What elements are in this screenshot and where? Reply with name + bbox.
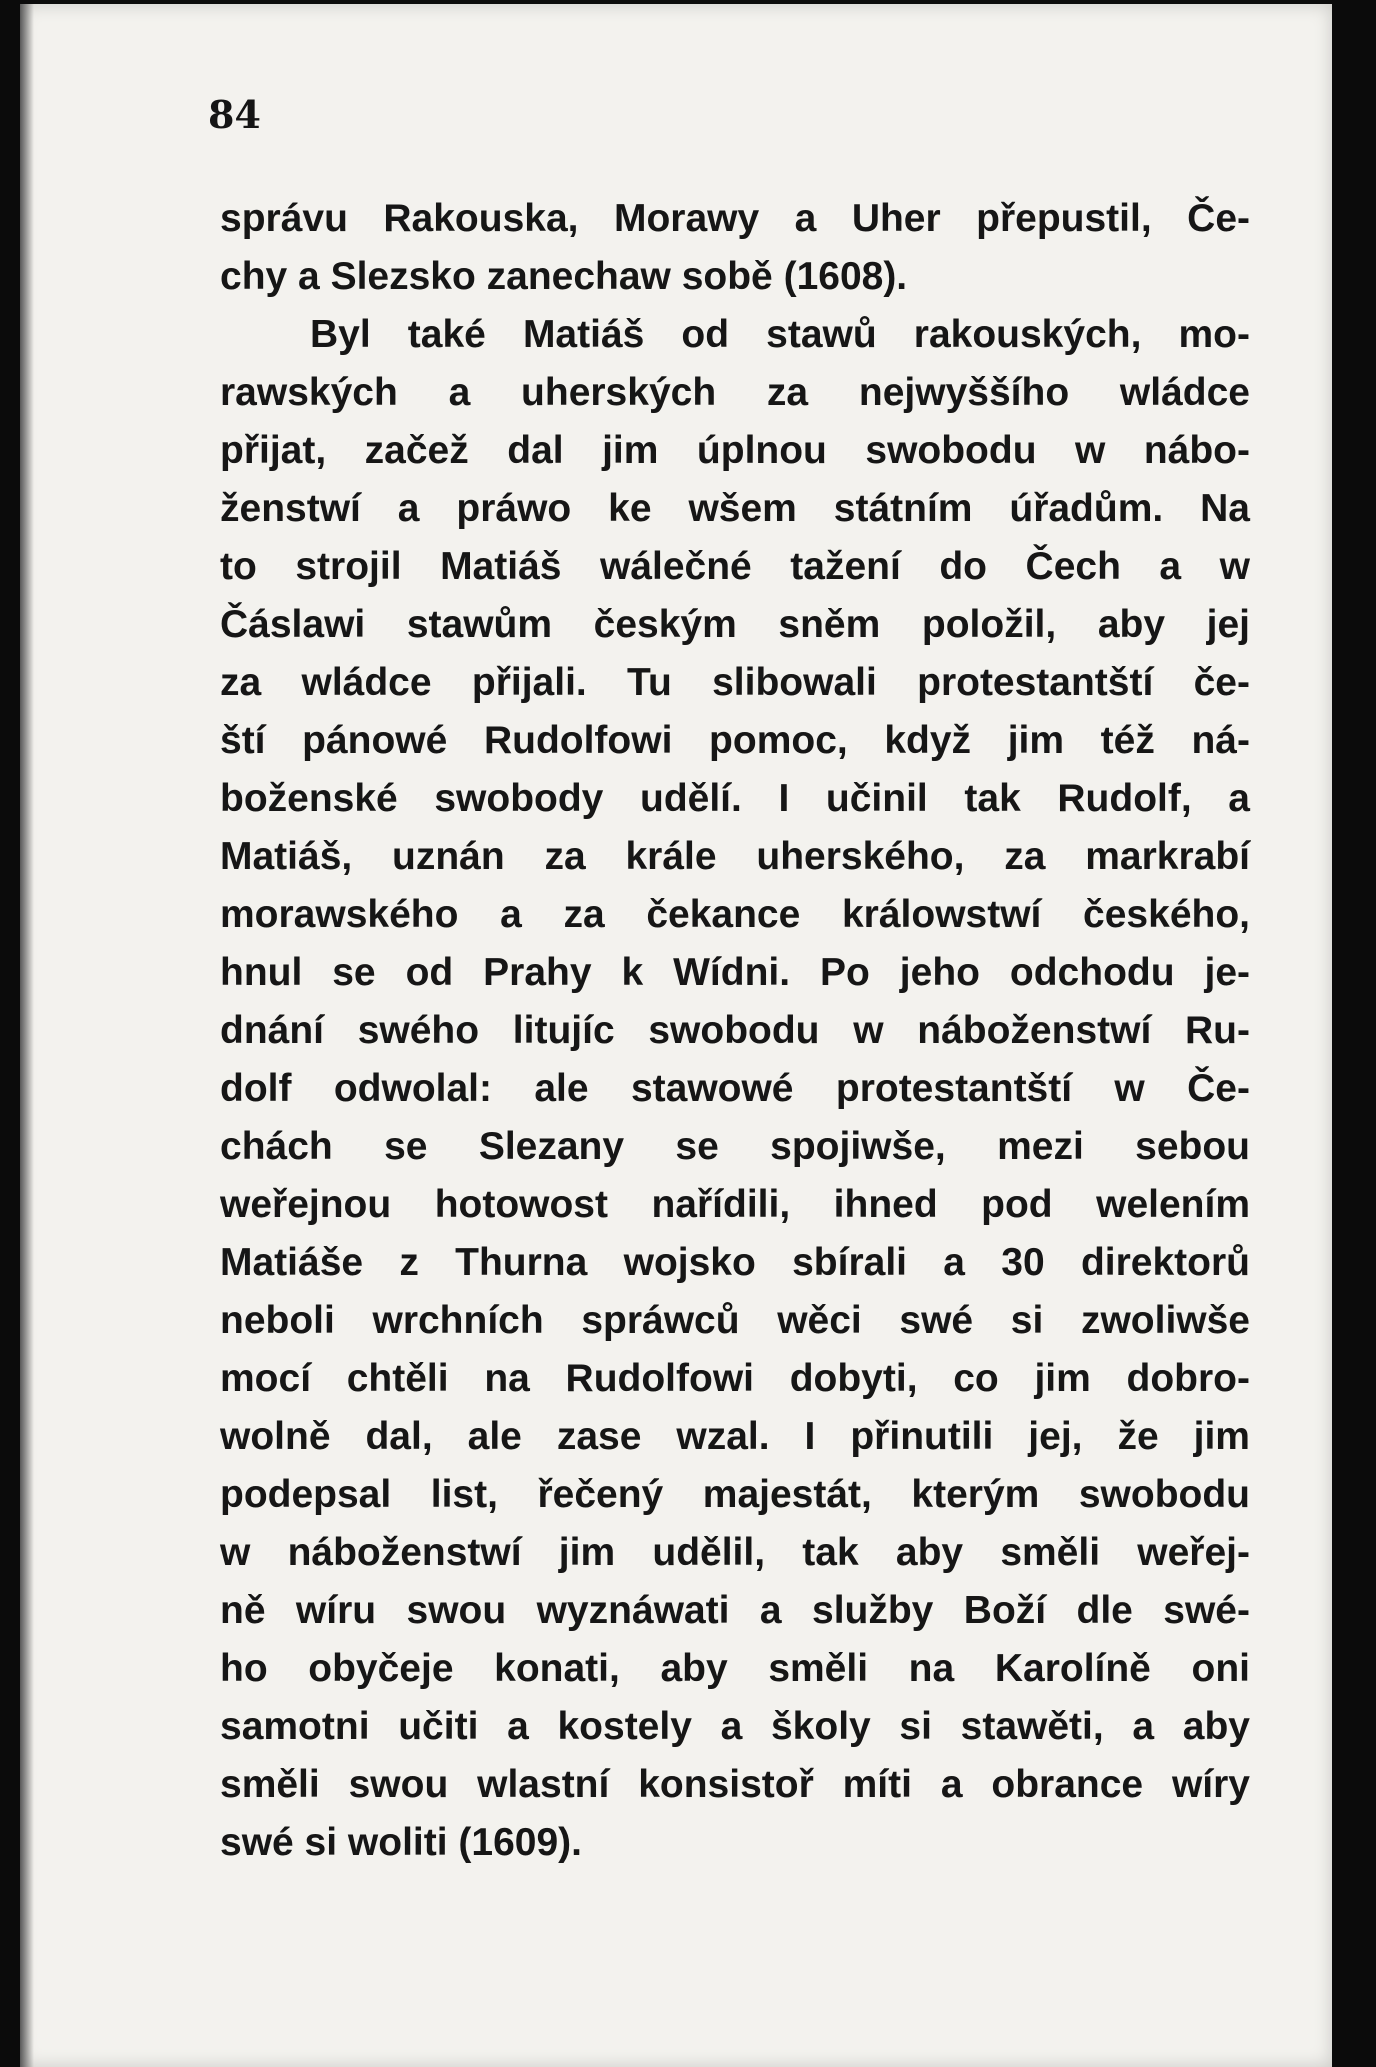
text-line: správu Rakouska, Morawy a Uher přepustil, Če- [220,197,1250,240]
text-line: mocí chtěli na Rudolfowi dobyti, co jim dobro- [220,1357,1250,1400]
text-line: Byl také Matiáš od stawů rakouských, mo- [310,313,1250,356]
page-number: 84 [208,92,261,137]
text-line: wolně dal, ale zase wzal. I přinutili jej, že jim [220,1415,1250,1458]
text-line: ně wíru swou wyznáwati a služby Boží dle swé- [220,1589,1250,1632]
text-line: neboli wrchních spráwců wěci swé si zwoliwše [220,1299,1250,1342]
text-line: to strojil Matiáš wálečné tažení do Čech a w [220,545,1250,588]
text-line: dnání swého litujíc swobodu w náboženstwí Ru- [220,1009,1250,1052]
text-line: Čáslawi stawům českým sněm položil, aby jej [220,603,1250,646]
text-line: weřejnou hotowost nařídili, ihned pod welením [220,1183,1250,1226]
text-line: chy a Slezsko zanechaw sobě (1608). [220,255,908,298]
text-line: chách se Slezany se spojiwše, mezi sebou [220,1125,1250,1168]
text-line: ho obyčeje konati, aby směli na Karolíně oni [220,1647,1250,1690]
text-line: rawských a uherských za nejwyššího wládce [220,371,1250,414]
body-text [220,190,1250,1872]
text-line: Matiáš, uznán za krále uherského, za markrabí [220,835,1250,878]
text-line: dolf odwolal: ale stawowé protestantští w Če- [220,1067,1250,1110]
text-line: boženské swobody udělí. I učinil tak Rudolf, a [220,777,1250,820]
text-line: ští pánowé Rudolfowi pomoc, když jim též ná- [220,719,1250,762]
text-line: podepsal list, řečený majestát, kterým swobodu [220,1473,1250,1516]
text-line: morawského a za čekance králowstwí českého, [220,893,1250,936]
binding-shadow [20,4,34,2067]
text-line: swé si woliti (1609). [220,1821,582,1864]
text-line: hnul se od Prahy k Wídni. Po jeho odchodu je- [220,951,1250,994]
text-line: w náboženstwí jim udělil, tak aby směli weřej- [220,1531,1250,1574]
text-line: ženstwí a práwo ke wšem státním úřadům. Na [220,487,1250,530]
text-line: samotni učiti a kostely a školy si stawěti, a aby [220,1705,1250,1748]
text-line: za wládce přijali. Tu slibowali protestantští če- [220,661,1250,704]
text-line: směli swou wlastní konsistoř míti a obrance wíry [220,1763,1250,1806]
text-line: přijat, začež dal jim úplnou swobodu w nábo- [220,429,1250,472]
book-page [20,4,1332,2067]
text-line: Matiáše z Thurna wojsko sbírali a 30 direktorů [220,1241,1250,1284]
